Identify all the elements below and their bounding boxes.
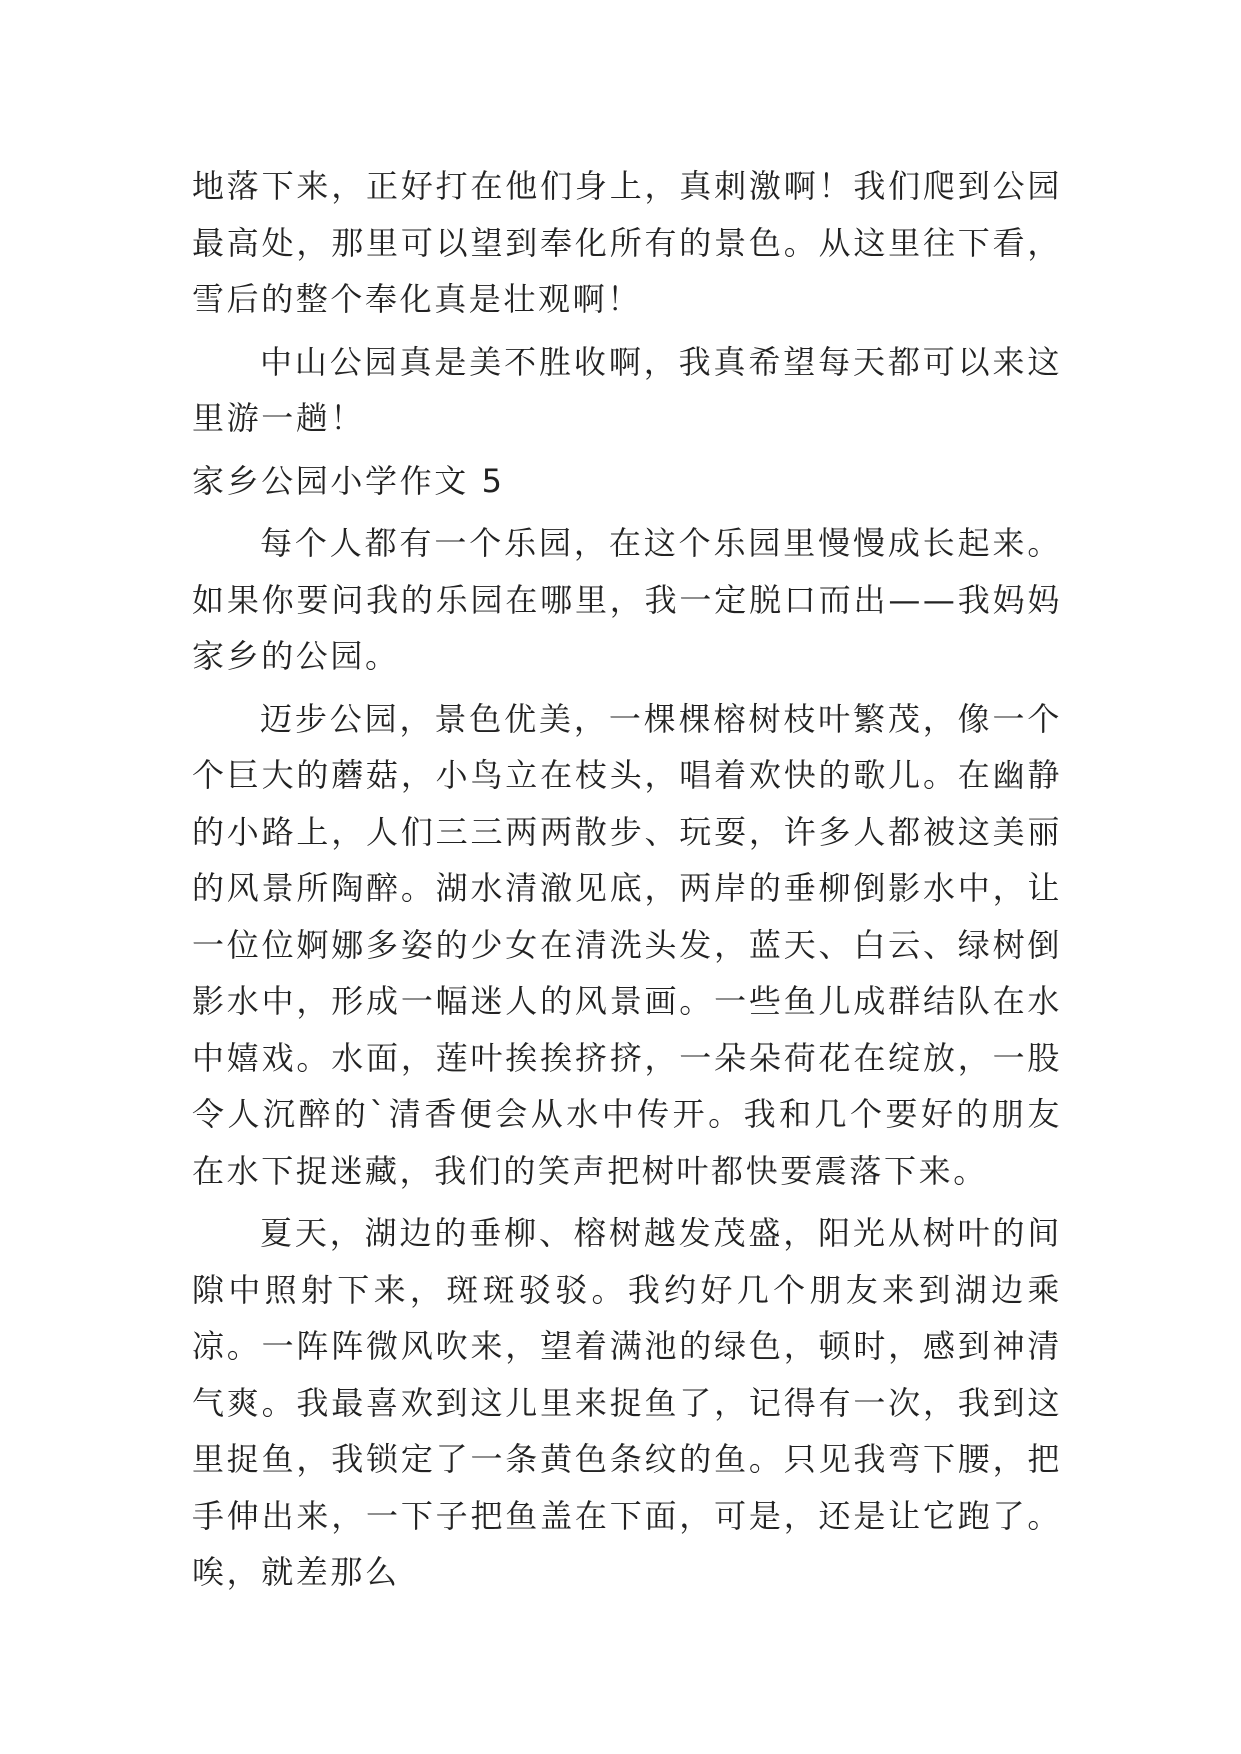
essay-title: 家乡公园小学作文 5 bbox=[192, 461, 505, 500]
paragraph-intro: 每个人都有一个乐园，在这个乐园里慢慢成长起来。如果你要问我的乐园在哪里，我一定脱口而出——我妈妈家乡的公园。 bbox=[192, 524, 1062, 675]
paragraph-continued: 地落下来，正好打在他们身上，真刺激啊！我们爬到公园最高处，那里可以望到奉化所有的景色。从这里往下看，雪后的整个奉化真是壮观啊！ bbox=[192, 167, 1062, 318]
paragraph-closing: 中山公园真是美不胜收啊，我真希望每天都可以来这里游一趟！ bbox=[192, 342, 1062, 437]
essay-body bbox=[192, 158, 1062, 1607]
paragraph-scenery: 迈步公园，景色优美，一棵棵榕树枝叶繁茂，像一个个巨大的蘑菇，小鸟立在枝头，唱着欢快的歌儿。在幽静的小路上，人们三三两两散步、玩耍，许多人都被这美丽的风景所陶醉。湖水清澈见底，两岸的垂柳倒影水中，让一位位婀娜多姿的少女在清洗头发，蓝天、白云、绿树倒影水中，形成一幅迷人的风景画。一些鱼儿成群结队在水中嬉戏。水面，莲叶挨挨挤挤，一朵朵荷花在绽放，一股令人沉醉的`清香便会从水中传开。我和几个要好的朋友在水下捉迷藏，我们的笑声把树叶都快要震落下来。 bbox=[192, 699, 1062, 1190]
paragraph-summer: 夏天，湖边的垂柳、榕树越发茂盛，阳光从树叶的间隙中照射下来，斑斑驳驳。我约好几个朋友来到湖边乘凉。一阵阵微风吹来，望着满池的绿色，顿时，感到神清气爽。我最喜欢到这儿里来捉鱼了，记得有一次，我到这里捉鱼，我锁定了一条黄色条纹的鱼。只见我弯下腰，把手伸出来，一下子把鱼盖在下面，可是，还是让它跑了。唉，就差那么 bbox=[192, 1214, 1062, 1591]
